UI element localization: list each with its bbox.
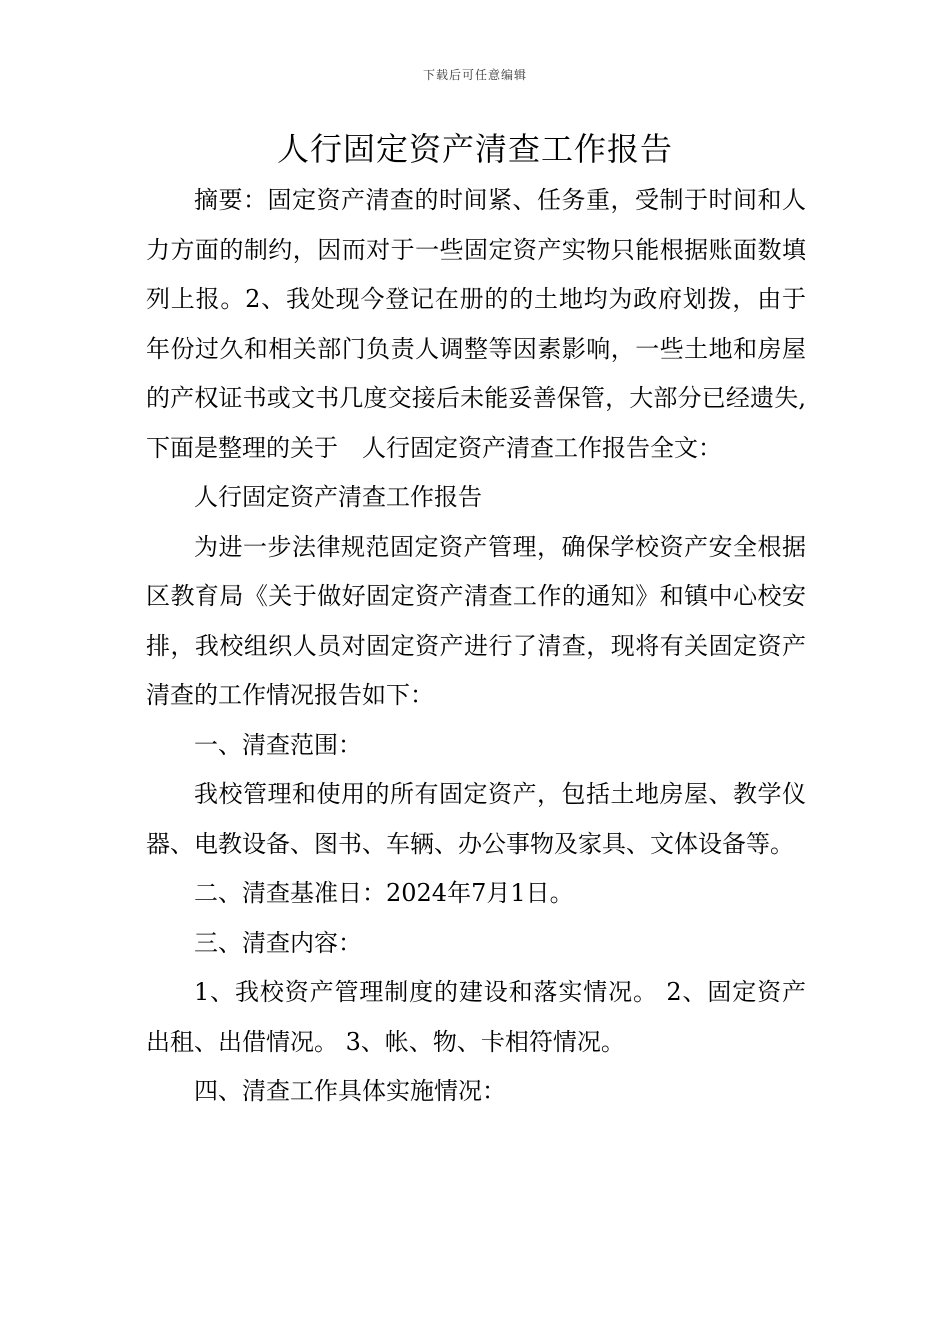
section-heading-implementation: 四、清查工作具体实施情况：	[194, 1077, 506, 1105]
report-subtitle: 人行固定资产清查工作报告	[194, 483, 482, 511]
abstract-paragraph: 摘要：固定资产清查的时间紧、任务重，受制于时间和人力方面的制约，因而对于一些固定资产实物只能根据账面数填列上报。2、我处现今登记在册的的土地均为政府划拨，由于年份过久和相关部门负责人调整等因素影响，一些土地和房屋的产权证书或文书几度交接后未能妥善保管，大部分已经遗失,下面是整理的关于 人行固定资产清查工作报告全文：	[146, 186, 806, 462]
content-paragraph: 1、我校资产管理制度的建设和落实情况。 2、固定资产出租、出借情况。 3、帐、物、卡相符情况。	[146, 978, 806, 1056]
section-heading-base-date: 二、清查基准日：2024年7月1日。	[194, 879, 574, 907]
document-body	[146, 176, 806, 1117]
section-heading-content: 三、清查内容：	[194, 928, 362, 957]
intro-paragraph: 为进一步法律规范固定资产管理，确保学校资产安全根据区教育局《关于做好固定资产清查工作的通知》和镇中心校安排，我校组织人员对固定资产进行了清查，现将有关固定资产清查的工作情况报告如下：	[146, 532, 806, 709]
scope-paragraph: 我校管理和使用的所有固定资产，包括土地房屋、教学仪器、电教设备、图书、车辆、办公事物及家具、文体设备等。	[146, 780, 806, 858]
header-note: 下载后可任意编辑	[422, 68, 527, 82]
section-heading-scope: 一、清查范围：	[194, 730, 362, 759]
document-title: 人行固定资产清查工作报告	[276, 130, 673, 168]
